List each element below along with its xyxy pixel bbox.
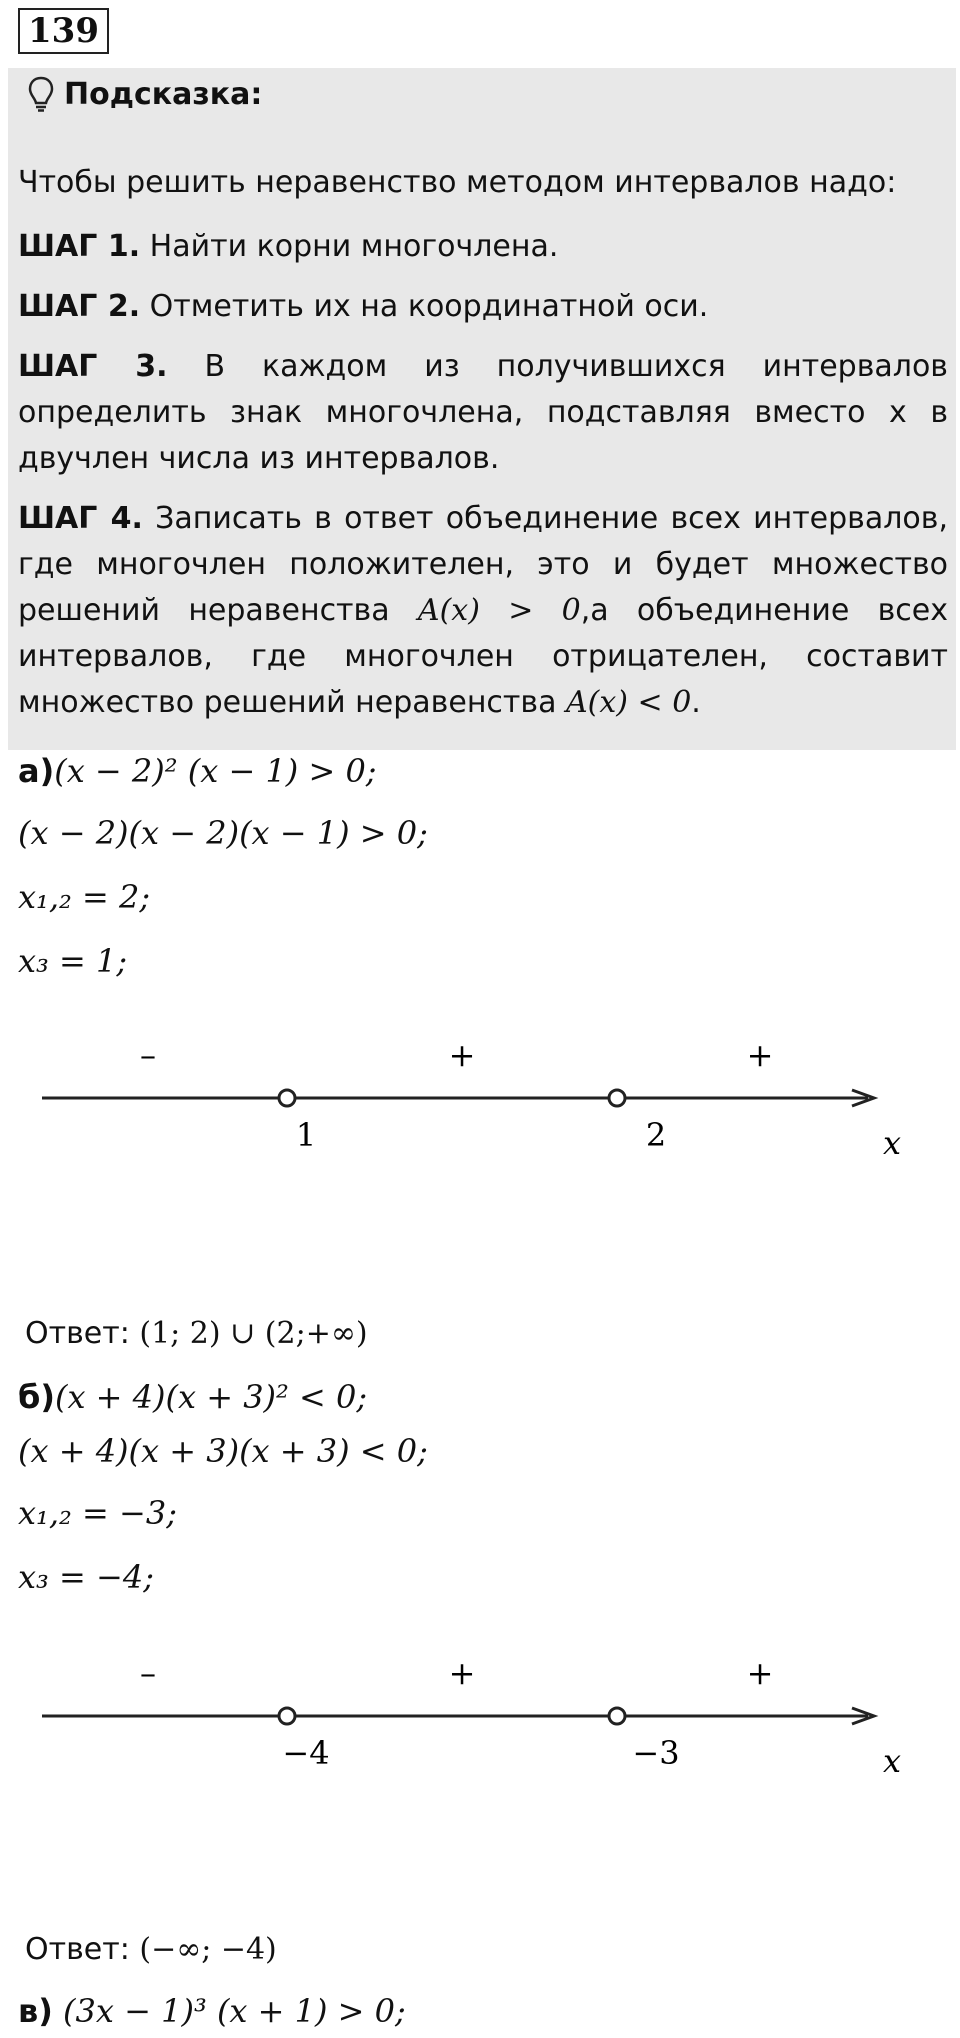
number-line-a	[0, 1030, 960, 1170]
number-line-b	[0, 1648, 960, 1788]
part-b-inequality: б)(x + 4)(x + 3)² < 0;	[18, 1378, 368, 1416]
hint-step-4: ШАГ 4. Записать в ответ объединение всех интервалов, где многочлен положителен, это и будет множество решений неравенства A(x) > 0,а объединение всех интервалов, где многочлен отрицателен, составит множество решений неравенства A(x) < 0.	[18, 501, 949, 720]
hint-header	[28, 76, 262, 112]
lightbulb-icon	[28, 76, 54, 112]
part-b-root-single: x₃ = −4;	[18, 1558, 154, 1596]
hint-step-3: ШАГ 3. В каждом из получившихся интервалов определить знак многочлена, подставляя вместо x в двучлен числа из интервалов.	[18, 349, 948, 476]
open-point-2	[609, 1708, 625, 1724]
point-label-2: 2	[645, 1116, 667, 1154]
point-label-1: 1	[295, 1116, 317, 1154]
sign-right: +	[746, 1654, 774, 1692]
part-a-expanded: (x − 2)(x − 2)(x − 1) > 0;	[18, 814, 428, 852]
hint-step-2: ШАГ 2. Отметить их на координатной оси.	[18, 289, 709, 324]
part-b-root-double: x₁,₂ = −3;	[18, 1494, 177, 1532]
open-point-1	[279, 1708, 295, 1724]
problem-number: 139	[18, 8, 109, 54]
point-label-1: −4	[282, 1734, 330, 1772]
sign-middle: +	[448, 1654, 476, 1692]
hint-title: Подсказка:	[64, 76, 263, 112]
hint-body	[18, 160, 948, 740]
hint-intro: Чтобы решить неравенство методом интервалов надо:	[18, 165, 897, 200]
part-a-answer: Ответ: (1; 2) ∪ (2;+∞)	[25, 1316, 368, 1351]
part-b-answer: Ответ: (−∞; −4)	[25, 1932, 277, 1967]
part-a-inequality: а)(x − 2)² (x − 1) > 0;	[18, 752, 377, 790]
sign-right: +	[746, 1036, 774, 1074]
part-a-root-double: x₁,₂ = 2;	[18, 878, 151, 916]
axis-variable: x	[882, 1742, 902, 1780]
sign-middle: +	[448, 1036, 476, 1074]
part-b-expanded: (x + 4)(x + 3)(x + 3) < 0;	[18, 1432, 428, 1470]
open-point-2	[609, 1090, 625, 1106]
sign-left: –	[140, 1036, 156, 1074]
sign-left: –	[140, 1654, 156, 1692]
open-point-1	[279, 1090, 295, 1106]
part-a-root-single: x₃ = 1;	[18, 942, 128, 980]
hint-step-1: ШАГ 1. Найти корни многочлена.	[18, 229, 559, 264]
hint-box	[8, 68, 956, 750]
point-label-2: −3	[632, 1734, 680, 1772]
part-c-inequality: в) (3x − 1)³ (x + 1) > 0;	[18, 1992, 406, 2030]
axis-variable: x	[882, 1124, 902, 1162]
